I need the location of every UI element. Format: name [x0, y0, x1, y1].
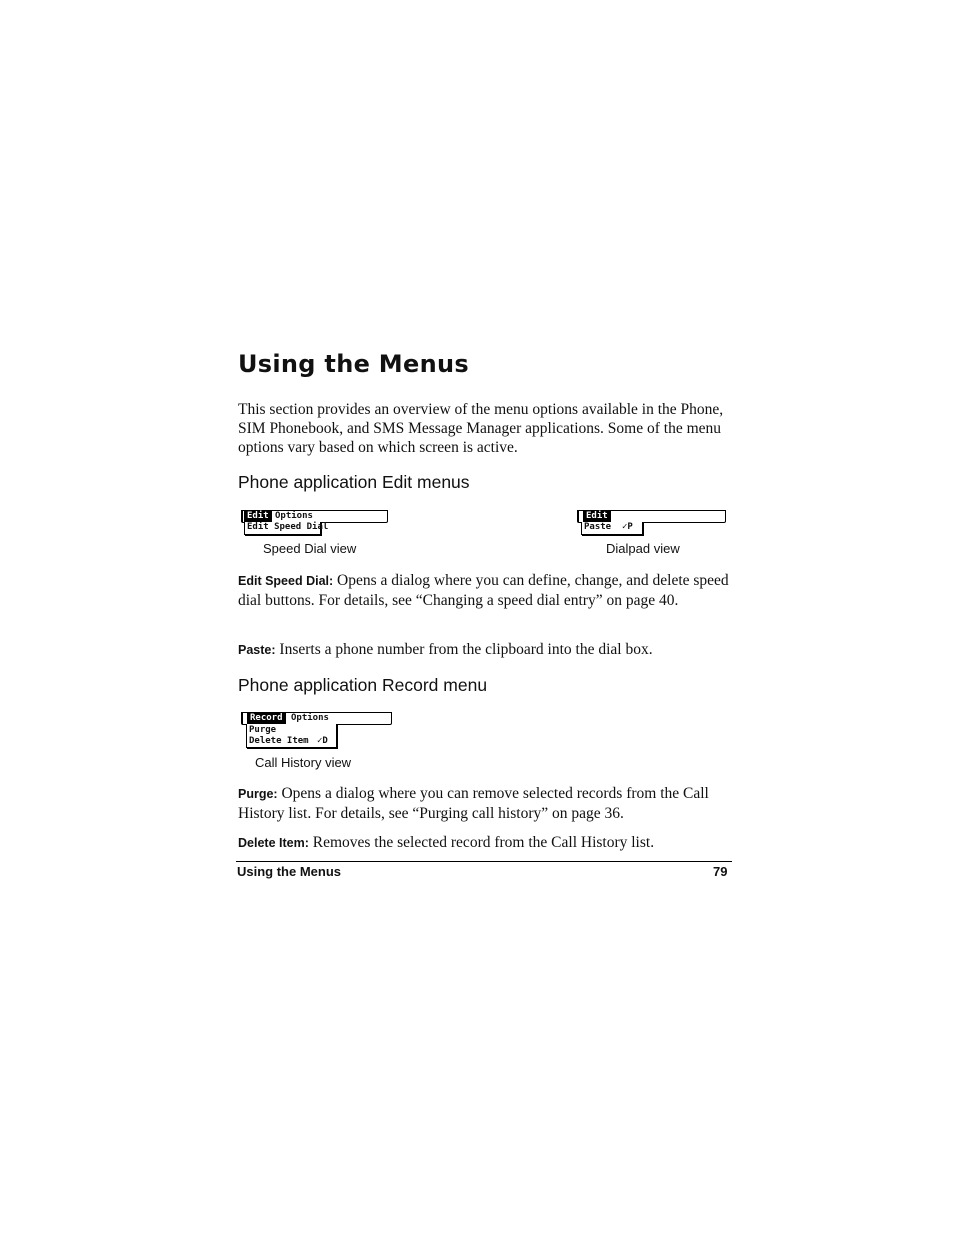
dropdown	[246, 724, 337, 748]
definition-edit-speed-dial	[238, 571, 734, 610]
menu-record: Record	[247, 713, 286, 724]
footer-section-title: Using the Menus	[237, 864, 342, 879]
definition-paste	[238, 640, 734, 660]
caption-call-history-view: Call History view	[255, 755, 352, 770]
menu-item-paste: Paste	[584, 522, 612, 532]
term: Purge:	[238, 787, 278, 801]
footer-rule	[236, 861, 732, 862]
definition-delete-item	[238, 833, 734, 853]
menu-item-delete-item: Delete Item	[249, 736, 309, 746]
section-heading-record-menu: Phone application Record menu	[238, 675, 488, 695]
menu-options: Options	[291, 713, 329, 723]
term: Paste:	[238, 643, 276, 657]
dialpad-menu-screenshot	[577, 510, 729, 540]
shortcut-paste: ✓P	[622, 522, 633, 532]
record-menu-screenshot	[241, 712, 396, 752]
caption-dialpad-view: Dialpad view	[606, 541, 680, 556]
shortcut-delete-item: ✓D	[317, 736, 328, 746]
menu-edit: Edit	[583, 511, 611, 522]
term: Edit Speed Dial:	[238, 574, 334, 588]
dropdown	[581, 522, 643, 535]
menu-item-edit-speed-dial: Edit Speed Dial	[247, 522, 329, 532]
definition-purge	[238, 784, 734, 823]
definition-text: Opens a dialog where you can remove selected records from the Call History list. For details, see “Purging call history” on page 36.	[238, 785, 709, 822]
definition-text: Opens a dialog where you can define, change, and delete speed dial buttons. For details, see “Changing a speed dial entry” on page 40.	[238, 572, 729, 609]
menu-edit: Edit	[244, 511, 272, 522]
section-heading-edit-menus: Phone application Edit menus	[238, 472, 470, 492]
page-title: Using the Menus	[238, 350, 469, 378]
menu-item-purge: Purge	[249, 725, 277, 735]
intro-paragraph: This section provides an overview of the menu options available in the Phone, SIM Phonebook, and SMS Message Manager applications. Some of the menu options vary based on which screen is active.	[238, 401, 724, 456]
definition-text: Removes the selected record from the Call History list.	[308, 834, 655, 851]
speed-dial-menu-screenshot	[241, 510, 391, 540]
definition-text: Inserts a phone number from the clipboard into the dial box.	[275, 641, 653, 658]
page-number: 79	[713, 864, 728, 879]
caption-speed-dial-view: Speed Dial view	[263, 541, 357, 556]
term: Delete Item:	[238, 836, 309, 850]
dropdown	[244, 522, 329, 535]
menu-options: Options	[275, 511, 313, 521]
